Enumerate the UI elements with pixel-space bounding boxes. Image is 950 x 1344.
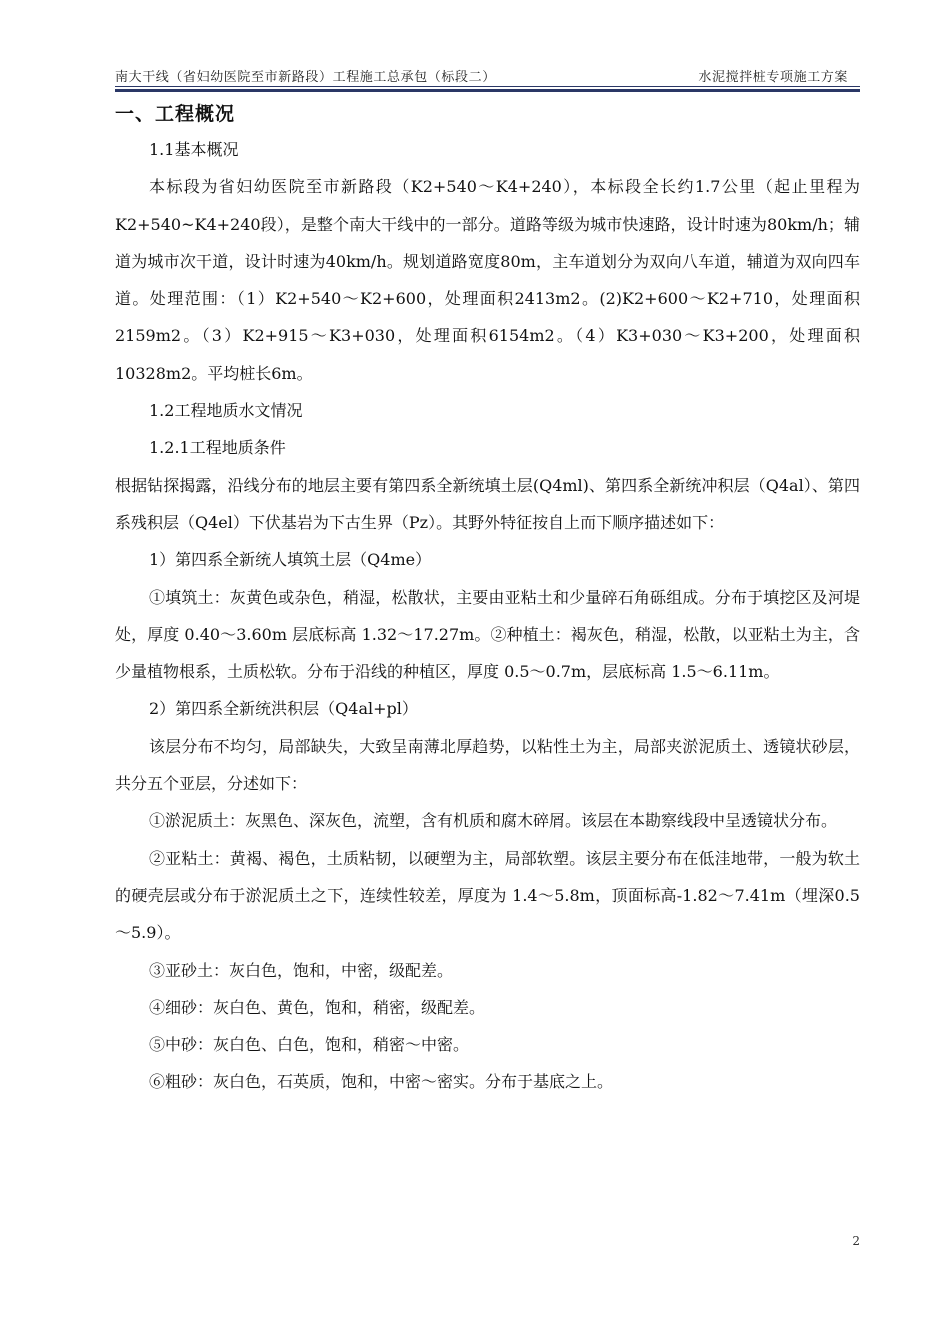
section-heading: 一、工程概况 — [115, 103, 236, 125]
paragraph-medium-sand: ⑤中砂：灰白色、白色，饱和，稍密～中密。 — [149, 1035, 470, 1055]
paragraph-sandy-loam: ③亚砂土：灰白色，饱和，中密，级配差。 — [149, 960, 454, 980]
document-body — [115, 97, 860, 1101]
paragraph-fine-sand: ④细砂：灰白色、黄色，饱和，稍密，级配差。 — [149, 997, 486, 1017]
paragraph-fill-soil: ①填筑土：灰黄色或杂色，稍湿，松散状，主要由亚粘土和少量碎石角砾组成。分布于填挖区及河堤处，厚度 0.40～3.60m 层底标高 1.32～17.27m。②种植土：褐灰色，稍湿，松散，以亚粘土为主，含少量植物根系，土质松软。分布于沿线的种植区，厚度 0.5～0.7m，层底标高 1.5～6.11m。 — [115, 587, 860, 682]
list-heading-alluvial-layer: 2）第四系全新统洪积层（Q4al+pl） — [149, 699, 418, 719]
paragraph-muddy-soil: ①淤泥质土：灰黑色、深灰色，流塑，含有机质和腐木碎屑。该层在本勘察线段中呈透镜状分布。 — [149, 811, 838, 831]
list-heading-fill-layer: 1）第四系全新统人填筑土层（Q4me） — [149, 550, 432, 570]
paragraph-layer-distribution: 该层分布不均匀，局部缺失，大致呈南薄北厚趋势，以粘性土为主，局部夹淤泥质土、透镜状砂层，共分五个亚层，分述如下： — [115, 736, 860, 794]
page-number: 2 — [852, 1234, 860, 1248]
paragraph-overview: 本标段为省妇幼医院至市新路段（K2+540～K4+240），本标段全长约1.7公里（起止里程为K2+540~K4+240段），是整个南大干线中的一部分。道路等级为城市快速路，设计时速为80km/h；辅道为城市次干道，设计时速为40km/h。规划道路宽度80m，主车道划分为双向八车道，辅道为双向四车道。处理范围：（1）K2+540～K2+600，处理面积2413m2。(2)K2+600～K2+710，处理面积2159m2。（3）K2+915～K3+030，处理面积6154m2。（4）K3+030～K3+200，处理面积10328m2。平均桩长6m。 — [115, 177, 860, 383]
subsection-title-geology: 1.2工程地质水文情况 — [149, 401, 303, 421]
header-project-title: 南大干线（省妇幼医院至市新路段）工程施工总承包（标段二） — [115, 70, 496, 85]
header-rule-thick — [115, 89, 860, 92]
page-header — [115, 66, 860, 86]
paragraph-strata-intro: 根据钻探揭露，沿线分布的地层主要有第四系全新统填土层(Q4ml)、第四系全新统冲积层（Q4al）、第四系残积层（Q4el）下伏基岩为下古生界（Pz）。其野外特征按自上而下顺序描述如下： — [115, 475, 860, 532]
paragraph-silty-clay: ②亚粘土：黄褐、褐色，土质粘韧，以硬塑为主，局部软塑。该层主要分布在低洼地带，一般为软土的硬壳层或分布于淤泥质土之下，连续性较差，厚度为 1.4～5.8m，顶面标高-1.82～7.41m（埋深0.5～5.9）。 — [115, 848, 860, 943]
header-document-title: 水泥搅拌桩专项施工方案 — [698, 70, 848, 85]
header-rule-thin — [115, 86, 860, 87]
paragraph-coarse-sand: ⑥粗砂：灰白色，石英质，饱和，中密～密实。分布于基底之上。 — [149, 1072, 614, 1092]
subsection-title-conditions: 1.2.1工程地质条件 — [149, 438, 286, 458]
subsection-title-basic: 1.1基本概况 — [149, 140, 239, 159]
